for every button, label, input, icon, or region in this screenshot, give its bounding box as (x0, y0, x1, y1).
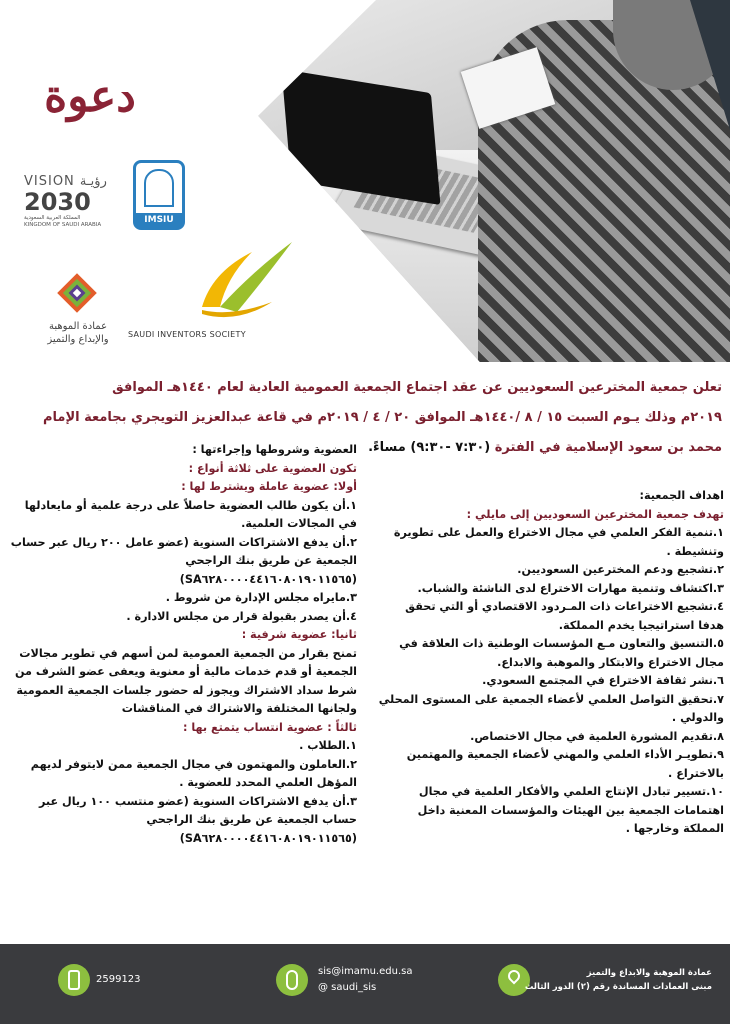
footer-contact (276, 964, 436, 1004)
list-item: ٢.العاملون والمهتمون في مجال الجمعية ممن لايتوفر لديهم المؤهل العلمي المحدد للعضوية . (30, 757, 357, 789)
goals-section (376, 487, 724, 839)
vision-label: VISION رؤيـة (24, 174, 107, 189)
phone-icon (58, 964, 90, 996)
list-item: ١.تنمية الفكر العلمي في مجال الاختراع والعمل على تطويرة وتنشيطة . (393, 526, 724, 558)
mawhiba-logo (52, 268, 102, 318)
vision-year: 2030 (24, 188, 91, 216)
vision-subtitle-en: KINGDOM OF SAUDI ARABIA (24, 222, 102, 228)
sis-name: SAUDI INVENTORS SOCIETY (128, 330, 246, 339)
vision-subtitle-ar: المملكة العربية السعودية (24, 215, 81, 221)
membership-title: العضوية وشروطها وإجراءتها : (192, 443, 357, 456)
saudi-inventors-society-logo (192, 232, 312, 322)
list-item: ٣.مايراه مجلس الإدارة من شروط . (165, 591, 357, 604)
email-link[interactable]: sis@imamu.edu.sa (318, 966, 413, 977)
footer-phone (58, 964, 168, 1004)
announcement-venue: في قاعة عبدالعزيز التويجري بجامعة الإمام (43, 410, 313, 425)
laptop-screen (281, 69, 440, 205)
imsiu-label: IMSIU (136, 213, 182, 227)
membership-third-title: ثالثاً : عضوية انتساب يتمتع بها : (182, 720, 357, 734)
list-item: ٨.تقديم المشورة العلمية في مجال الاختصاص. (470, 729, 724, 743)
list-item: ٣.أن يدفع الاشتراكات السنوية (عضو منتسب ١٠٠ ريال عبر حساب الجمعية عن طريق بنك الراجحي (SA٦٢٨٠٠٠٠٤٤١٦٠٨٠١٩٠١١٥٦٥) (38, 794, 357, 845)
membership-second-text: تمنح بقرار من الجمعية العمومية لمن أسهم في تطوير مجالات الجمعية أو قدم خدمات مالية أو معنوية ويعفى عضو الشرف من شرط سداد الاشتراك ويجوز له حضور جلسات الجمعية العمومية ولجانها المختلفة والاشتراك في المناقشات (14, 646, 357, 715)
announcement-line-1: تعلن جمعية المخترعين السعوديين عن عقد اجتماع الجمعية العمومية العادية لعام ١٤٤٠هـ الموافق (112, 380, 722, 395)
dawa-logo: دعوة (44, 71, 136, 122)
list-item: ١٠.تسيير تبادل الإنتاج العلمي والأفكار العلمية في مجال اهتمامات الجمعية بين الهيئات والمؤسسات المعنية داخل المملكة وخارجها . (417, 785, 724, 835)
list-item: ١.أن يكون طالب العضوية حاصلاً على درجة علمية أو مايعادلها في المجالات العلمية. (24, 498, 357, 530)
mawhiba-line1: عمادة الموهبة (48, 321, 108, 332)
list-item: ٧.تحقيق التواصل العلمي لأعضاء الجمعية على المستوى المحلي والدولي . (378, 692, 724, 724)
address-text (525, 966, 712, 994)
vision-2030-logo (24, 174, 124, 226)
imsiu-logo (133, 160, 185, 230)
goals-intro: تهدف جمعية المخترعين السعوديين إلى مايلي : (466, 507, 724, 521)
list-item: ١.الطلاب . (299, 739, 357, 752)
list-item: ٤.تشجيع الاختراعات ذات المـردود الاقتصادي أو التي تحقق هدفا استراتيجيا يخدم المملكة. (405, 600, 724, 632)
list-item: ٢.تشجيع ودعم المخترعين السعوديين. (517, 563, 724, 576)
announcement-time: (٧:٣٠ -٩:٣٠) مساءً. (368, 440, 491, 455)
phone-number[interactable]: 2599123 (96, 974, 141, 985)
membership-section (5, 441, 357, 848)
list-item: ٥.التنسيق والتعاون مـع المؤسسات الوطنية ذات العلاقة في مجال الاختراع والابتكار والموهبة والابداع. (399, 637, 724, 669)
membership-second-title: ثانيا: عضوية شرفية : (241, 628, 357, 641)
goals-title: اهداف الجمعية: (639, 489, 724, 502)
membership-types: تكون العضوية على ثلاثة أنواع : (188, 461, 357, 475)
address-line-2: مبنى العمادات المساندة رقم (٢) الدور الثالث (524, 982, 712, 992)
footer-address (488, 964, 720, 1004)
announcement-university: محمد بن سعود الإسلامية في الفترة (490, 440, 722, 455)
address-line-1: عمادة الموهبة والابداع والتميز (586, 968, 712, 978)
imsiu-arch-icon (144, 169, 174, 207)
list-item: ٣.اكتشاف وتنمية مهارات الاختراع لدى الناشئة والشباب. (417, 581, 724, 595)
mouse-icon (276, 964, 308, 996)
list-item: ٦.نشر ثقافة الاختراع في المجتمع السعودي. (482, 674, 724, 687)
twitter-handle[interactable]: @ saudi_sis (318, 982, 377, 993)
list-item: ٩.تطويـر الأداء العلمي والمهني لأعضاء الجمعية والمهتمين بالاختراع . (406, 748, 724, 780)
mawhiba-name (28, 320, 128, 346)
mawhiba-line2: والإبداع والتميز (47, 334, 109, 345)
list-item: ٢.أن يدفع الاشتراكات السنوية (عضو عامل ٢٠٠ ريال عبر حساب الجمعية عن طريق بنك الراجحي (SA٦٢٨٠٠٠٠٤٤١٦٠٨٠١٩٠١١٥٦٥) (10, 535, 357, 586)
membership-first-title: أولا: عضوية عاملة ويشترط لها : (181, 480, 357, 493)
header-photo (258, 0, 730, 362)
announcement-date: ٢٠١٩م وذلك يـوم السبت ١٥ / ٨ /١٤٤٠هـ الموافق ٢٠ / ٤ / ٢٠١٩م (312, 410, 722, 425)
list-item: ٤.أن يصدر بقبولة قرار من مجلس الادارة . (126, 609, 357, 623)
announcement-line-2 (10, 403, 722, 433)
contact-footer (0, 944, 730, 1024)
